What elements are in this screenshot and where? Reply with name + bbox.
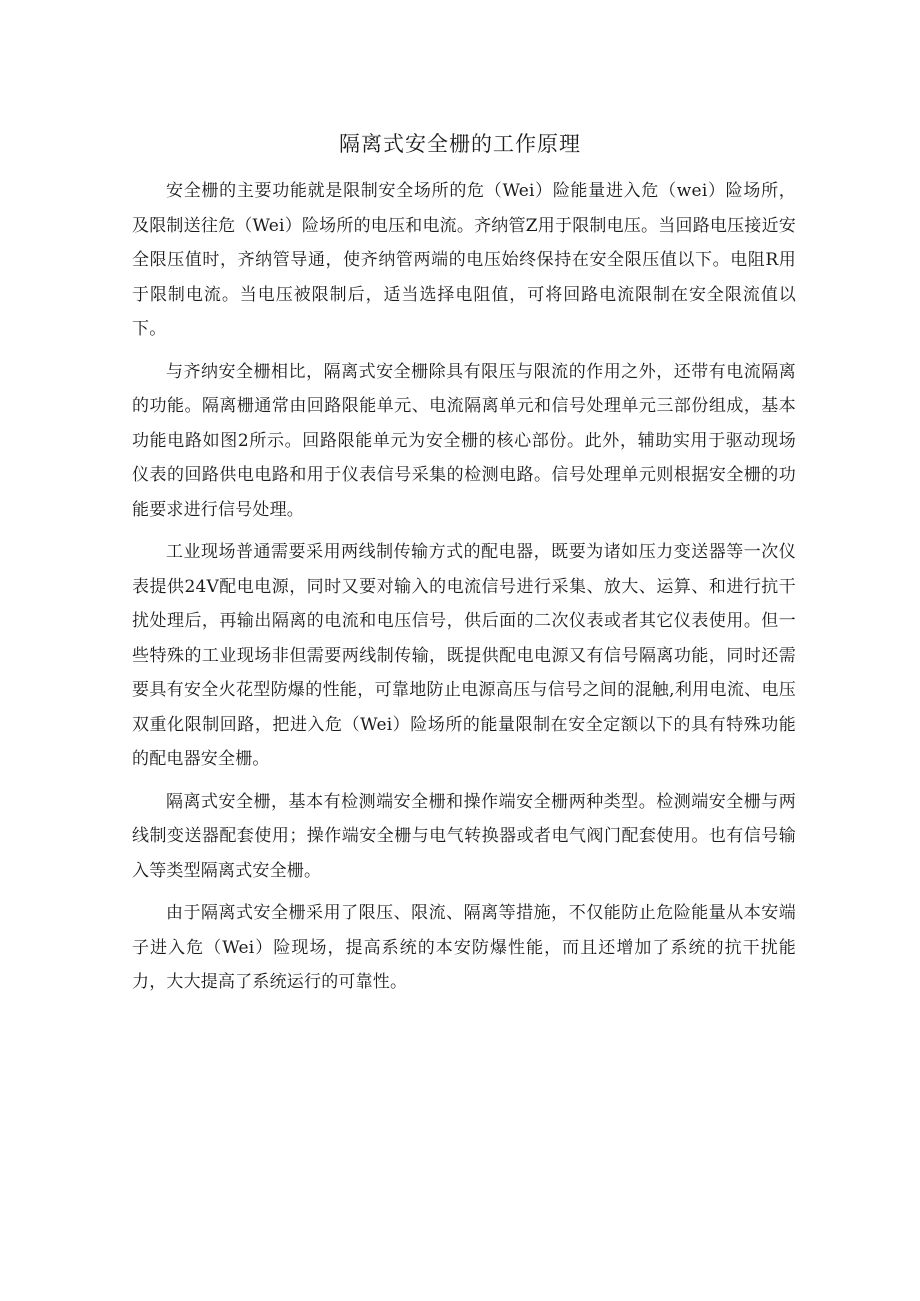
paragraph-3: 工业现场普通需要采用两线制传输方式的配电器，既要为诸如压力变送器等一次仪表提供24V配电电源，同时又要对输入的电流信号进行采集、放大、运算、和进行抗干扰处理后，再输出隔离的电流和电压信号，供后面的二次仪表或者其它仪表使用。但一些特殊的工业现场非但需要两线制传输，既提供配电电源又有信号隔离功能，同时还需要具有安全火花型防爆的性能，可靠地防止电源高压与信号之间的混触,利用电流、电压双重化限制回路，把进入危（Wei）险场所的能量限制在安全定额以下的具有特殊功能的配电器安全栅。	[132, 542, 796, 769]
paragraph-1: 安全栅的主要功能就是限制安全场所的危（Wei）险能量进入危（wei）险场所，及限制送往危（Wei）险场所的电压和电流。齐纳管Z用于限制电压。当回路电压接近安全限压值时，齐纳管导通，使齐纳管两端的电压始终保持在安全限压值以下。电阻R用于限制电流。当电压被限制后，适当选择电阻值，可将回路电流限制在安全限流值以下。	[132, 181, 796, 339]
paragraph-2: 与齐纳安全栅相比，隔离式安全栅除具有限压与限流的作用之外，还带有电流隔离的功能。隔离栅通常由回路限能单元、电流隔离单元和信号处理单元三部份组成，基本功能电路如图2所示。回路限能单元为安全栅的核心部份。此外，辅助实用于驱动现场仪表的回路供电电路和用于仪表信号采集的检测电路。信号处理单元则根据安全栅的功能要求进行信号处理。	[132, 361, 796, 520]
paragraph-4: 隔离式安全栅，基本有检测端安全栅和操作端安全栅两种类型。检测端安全栅与两线制变送器配套使用；操作端安全栅与电气转换器或者电气阀门配套使用。也有信号输入等类型隔离式安全栅。	[132, 791, 796, 881]
page-title: 隔离式安全栅的工作原理	[339, 132, 581, 156]
document-body	[132, 174, 796, 1000]
paragraph-5: 由于隔离式安全栅采用了限压、限流、隔离等措施，不仅能防止危险能量从本安端子进入危（Wei）险现场，提高系统的本安防爆性能，而且还增加了系统的抗干扰能力，大大提高了系统运行的可靠性。	[132, 903, 796, 992]
